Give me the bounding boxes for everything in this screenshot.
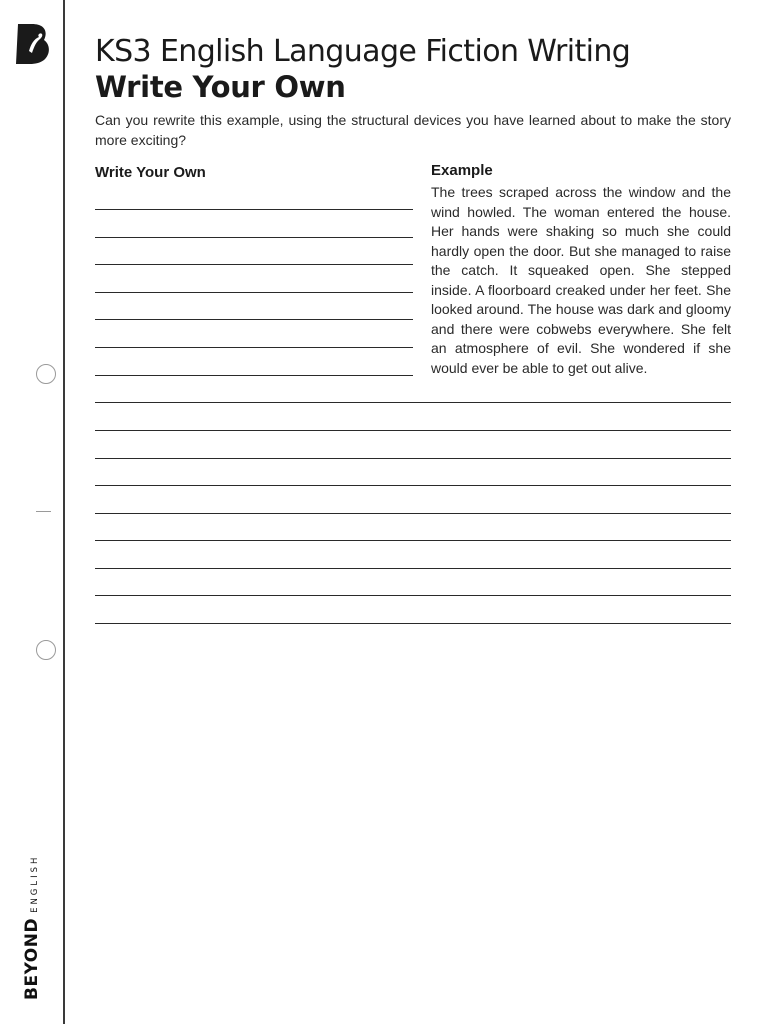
punch-hole-lower	[36, 640, 56, 660]
writing-line[interactable]	[95, 623, 731, 624]
writing-line[interactable]	[95, 292, 413, 293]
example-text: The trees scraped across the window and the wind howled. The woman entered the house. Her hands were shaking so much she could hardly open the door. But she managed to raise the catch. It squeaked open. She stepped inside. A floorboard creaked under her feet. She looked around. The house was dark and gloomy and there were cobwebs everywhere. She felt an atmosphere of evil. She wondered if she would ever be able to get out alive.	[431, 184, 731, 376]
writing-line[interactable]	[95, 513, 731, 514]
brand-name: BEYOND	[22, 917, 42, 1000]
page-title: KS3 English Language Fiction Writing	[95, 34, 631, 69]
writing-line[interactable]	[95, 319, 413, 320]
writing-line[interactable]	[95, 540, 731, 541]
brand-tagline: ENGLISH	[30, 854, 40, 913]
punch-hole-upper	[36, 364, 56, 384]
writing-line[interactable]	[95, 430, 731, 431]
writing-line[interactable]	[95, 347, 413, 348]
beyond-b-bird-logo-icon	[16, 24, 50, 64]
writing-line[interactable]	[95, 264, 413, 265]
center-mark	[36, 511, 51, 512]
brand-vertical	[22, 855, 42, 1000]
writing-line[interactable]	[95, 458, 731, 459]
writing-line[interactable]	[95, 595, 731, 596]
page-subtitle: Write Your Own	[95, 70, 346, 104]
instruction-text: Can you rewrite this example, using the structural devices you have learned about to make the story more exciting?	[95, 112, 731, 148]
writing-line[interactable]	[95, 375, 413, 376]
writing-line[interactable]	[95, 209, 413, 210]
writing-line[interactable]	[95, 568, 731, 569]
writing-line[interactable]	[95, 485, 731, 486]
writing-line[interactable]	[95, 237, 413, 238]
example-heading: Example	[431, 162, 493, 179]
writing-line[interactable]	[95, 402, 731, 403]
write-your-own-heading: Write Your Own	[95, 164, 206, 181]
margin-rule	[63, 0, 65, 1024]
